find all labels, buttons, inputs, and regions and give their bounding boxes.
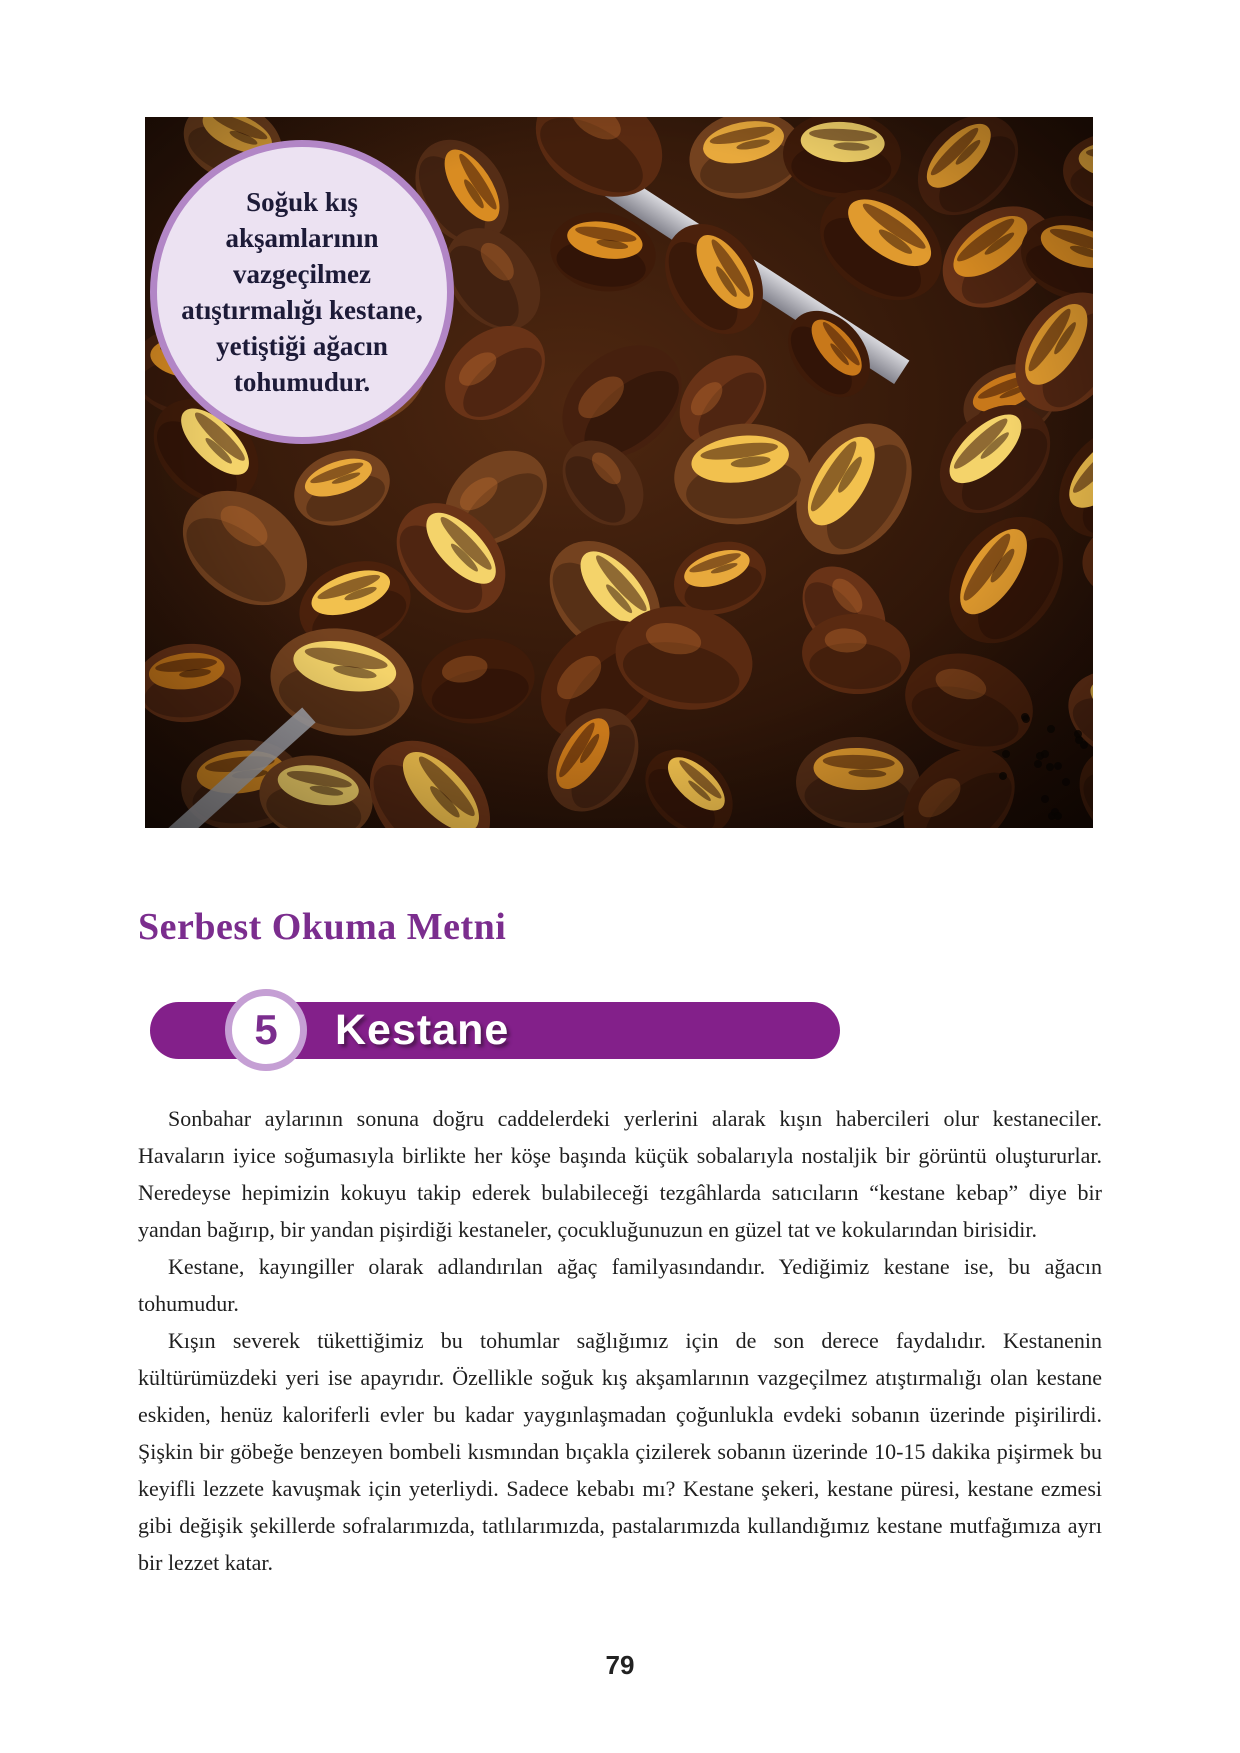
callout-line: vazgeçilmez [233,259,371,289]
paragraph: Kestane, kayıngiller olarak adlandırılan ağaç familyasındandır. Yediğimiz kestane ise, bu ağacın tohumudur. [138,1254,1102,1316]
chestnuts-photo [145,117,1093,828]
paragraph: Kışın severek tükettiğimiz bu tohumlar sağlığımız için de son derece faydalıdır. Kestanenin kültürümüzdeki yeri ise apayrıdır. Özellikle soğuk kış akşamlarının vazgeçilmez atıştırmalığı olan kestane eskiden, henüz kaloriferli evler bu kadar yaygınlaşmadan çoğunlukla evdeki sobanın üzerinde pişirilirdi. Şişkin bir göbeğe benzeyen bombeli kısmından bıçakla çizilerek sobanın üzerinde 10-15 dakika pişirmek bu keyifli lezzete kavuşmak için yeterliydi. Sadece kebabı mı? Kestane şekeri, kestane püresi, kestane ezmesi gibi değişik şekillerde sofralarımızda, tatlılarımızda, pastalarımızda kullandığımız kestane mutfağımıza ayrı bir lezzet katar. [138,1328,1102,1575]
callout-line: yetiştiği ağacın [216,331,388,361]
lesson-number-badge [225,989,307,1071]
lesson-banner [150,1002,840,1059]
callout-line: akşamlarının [225,223,379,253]
lesson-number: 5 [254,1006,278,1053]
callout-line: Soğuk kış [246,187,358,217]
lesson-title: Kestane [335,1006,510,1054]
callout-line: atıştırmalığı kestane, [181,295,423,325]
page-number: 79 [605,1650,635,1680]
callout-bubble [150,140,454,444]
section-heading: Serbest Okuma Metni [138,906,507,948]
paragraph: Sonbahar aylarının sonuna doğru caddelerdeki yerlerini alarak kışın habercileri olur kestaneciler. Havaların iyice soğumasıyla birlikte her köşe başında küçük sobalarıyla nostaljik bir görüntü oluştururlar. Neredeyse hepimizin kokuyu takip ederek bulabileceği tezgâhlarda satıcıların “kestane kebap” diye bir yandan bağırıp, bir yandan pişirdiği kestaneler, çocukluğunuzun en güzel tat ve kokularından birisidir. [138,1106,1102,1242]
callout-text [163,184,440,400]
reading-text [138,1100,1102,1581]
callout-line: tohumudur. [233,367,371,397]
